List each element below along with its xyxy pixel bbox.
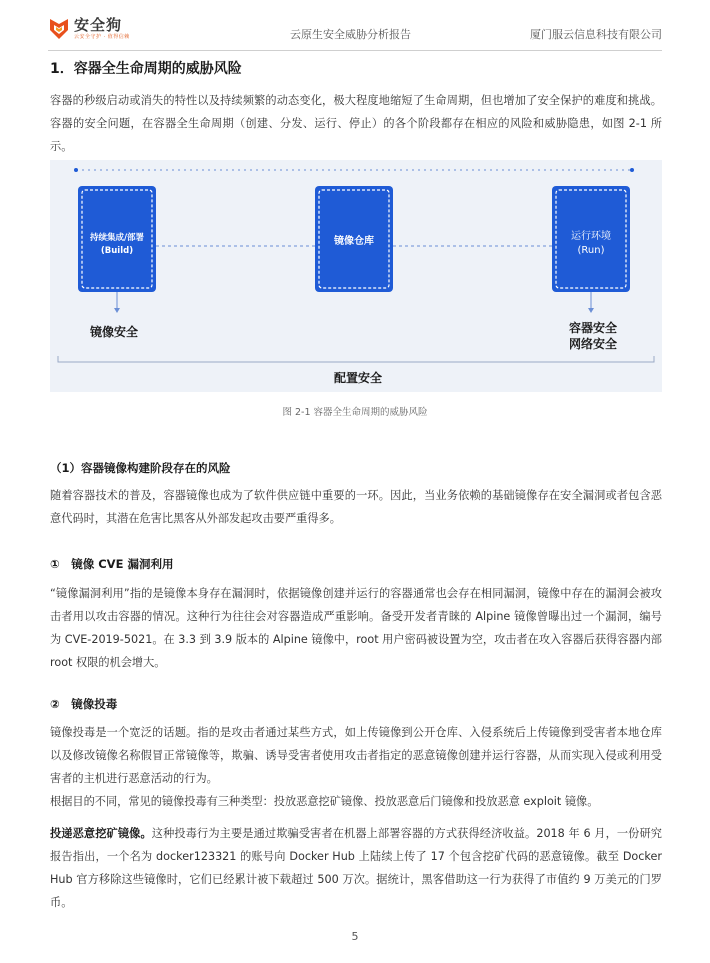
build-box-label: 持续集成/部署 — [89, 233, 145, 243]
run-box-sublabel: (Run) — [577, 245, 605, 256]
image-security-label: 镜像安全 — [89, 325, 139, 339]
subsection-title: （1）容器镜像构建阶段存在的风险 — [50, 461, 231, 475]
cve-paragraph: “镜像漏洞利用”指的是镜像本身存在漏洞时，依据镜像创建并运行的容器通常也会存在相同漏洞，镜像中存在的漏洞会被攻击者用以攻击容器的情况。这种行为往往会对容器造成严重影响。备受开发者青睐的 Alpine 镜像曾曝出过一个漏洞，编号为 CVE-2019-5021。在 3.3 到 3.9 版本的 Alpine 镜像中，root 用户密码被设置为空，攻击者在攻入容器后获得容器内部 root 权限的机会增大。 — [50, 587, 662, 669]
poison-paragraph: 镜像投毒是一个宽泛的话题。指的是攻击者通过某些方式，如上传镜像到公开仓库、入侵系统后上传镜像到受害者本地仓库以及修改镜像名称假冒正常镜像等，欺骗、诱导受害者使用攻击者指定的恶意镜像创建并运行容器，从而实现入侵或利用受害者的主机进行恶意活动的行为。 — [50, 726, 662, 785]
figure-caption: 图 2-1 容器全生命周期的威胁风险 — [282, 407, 428, 418]
company-name: 厦门服云信息科技有限公司 — [530, 28, 662, 41]
config-security-label: 配置安全 — [333, 371, 383, 385]
arrow-build-head — [114, 308, 120, 313]
subsection-paragraph: 随着容器技术的普及，容器镜像也成为了软件供应链中重要的一环。因此，当业务依赖的基础镜像存在安全漏洞或者包含恶意代码时，其潜在危害比黑客从外部发起攻击要严重得多。 — [50, 489, 662, 525]
poison-types-paragraph: 根据目的不同，常见的镜像投毒有三种类型：投放恶意挖矿镜像、投放恶意后门镜像和投放恶意 exploit 镜像。 — [50, 795, 599, 808]
mining-paragraph — [50, 822, 662, 914]
mining-text: 这种投毒行为主要是通过欺骗受害者在机器上部署容器的方式获得经济收益。2018 年 6 月，一份研究报告指出，一个名为 docker123321 的账号向 Docker Hub 上陆续上传了 17 个包含挖矿代码的恶意镜像。截至 Docker Hub 官方移除这些镜像时，它们已经累计被下载超过 500 万次。据统计，黑客借助这一行为获得了市值约 9 万美元的门罗币。 — [50, 827, 662, 909]
poison-heading: ② 镜像投毒 — [50, 697, 118, 711]
page-header — [48, 12, 662, 51]
lifecycle-diagram-svg — [50, 160, 662, 392]
report-title: 云原生安全威胁分析报告 — [290, 28, 411, 41]
lifecycle-diagram — [50, 160, 662, 392]
network-security-label: 网络安全 — [568, 337, 618, 351]
page-number: 5 — [351, 930, 359, 943]
container-security-label: 容器安全 — [568, 321, 618, 335]
dog-logo-icon — [48, 17, 70, 41]
logo-title: 安全狗 — [74, 16, 123, 34]
section-title: 1．容器全生命周期的威胁风险 — [50, 61, 242, 77]
dot-right — [630, 168, 634, 172]
dot-left — [74, 168, 78, 172]
logo — [48, 12, 130, 46]
arrow-run-head — [588, 308, 594, 313]
run-box-label: 运行环境 — [571, 231, 611, 242]
section-paragraph: 容器的秒级启动或消失的特性以及持续频繁的动态变化，极大程度地缩短了生命周期，但也增加了安全保护的难度和挑战。容器的安全问题，在容器全生命周期（创建、分发、运行、停止）的各个阶段都存在相应的风险和威胁隐患，如图 2-1 所示。 — [50, 94, 662, 153]
cve-heading: ① 镜像 CVE 漏洞利用 — [50, 557, 174, 571]
build-box-sublabel: (Build) — [100, 246, 134, 256]
logo-tagline: 云安全守护 · 值得信赖 — [74, 34, 130, 40]
mining-lead: 投递恶意挖矿镜像。 — [50, 827, 152, 840]
config-bracket — [58, 356, 654, 362]
registry-box-label: 镜像仓库 — [334, 236, 374, 247]
